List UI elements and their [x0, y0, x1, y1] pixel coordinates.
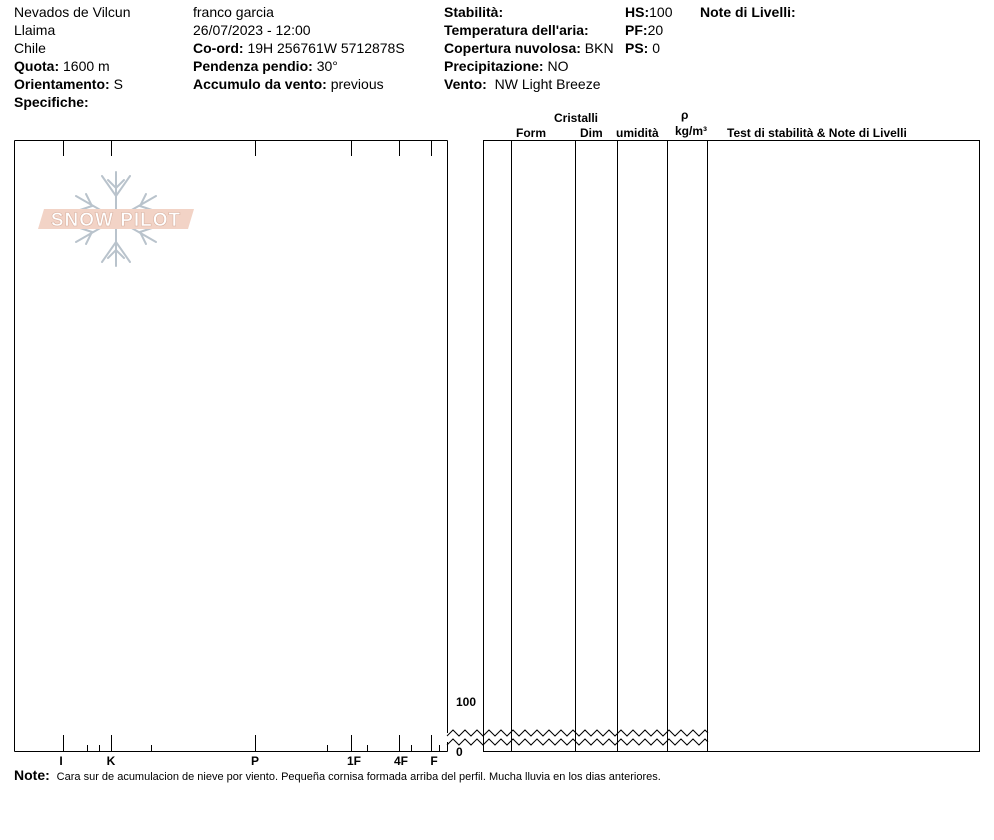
- logo-text: SNOW PILOT: [50, 210, 182, 231]
- note-label: Note:: [14, 767, 50, 783]
- ps-value: 0: [652, 40, 661, 56]
- wind-label: Vento:: [444, 76, 487, 92]
- hardness-label-f: F: [430, 754, 438, 768]
- depth-break-marks: [447, 730, 708, 745]
- observer-name: franco garcia: [193, 4, 274, 20]
- stability-label: Stabilità:: [444, 4, 504, 20]
- cloud-label: Copertura nuvolosa:: [444, 40, 581, 56]
- slope-label: Pendenza pendio:: [193, 58, 313, 74]
- observation-datetime: 26/07/2023 - 12:00: [193, 22, 311, 38]
- tests-header: Test di stabilità & Note di Livelli: [727, 126, 907, 140]
- location-name: Nevados de Vilcun: [14, 4, 131, 20]
- slope-value: 30°: [316, 58, 338, 74]
- hs-value: 100: [649, 4, 673, 20]
- pf-label: PF:: [625, 22, 648, 38]
- precip-value: NO: [547, 58, 569, 74]
- hardness-label-k: K: [106, 754, 116, 768]
- rho-header: ρ: [681, 108, 689, 122]
- depth-label-bottom: 0: [456, 745, 463, 759]
- hardness-label-p: P: [250, 754, 260, 768]
- density-unit-header: kg/m³: [675, 124, 708, 138]
- pf-value: 20: [647, 22, 664, 38]
- ps-label: PS:: [625, 40, 649, 56]
- elevation-label: Quota:: [14, 58, 60, 74]
- air-temp-label: Temperatura dell'aria:: [444, 22, 589, 38]
- cloud-value: BKN: [584, 40, 614, 56]
- hs-label: HS:: [625, 4, 650, 20]
- wind-value: NW Light Breeze: [494, 76, 601, 92]
- location-region: Llaima: [14, 22, 56, 38]
- dim-header: Dim: [580, 126, 603, 140]
- form-header: Form: [516, 126, 546, 140]
- depth-label-top: 100: [456, 695, 477, 709]
- aspect-label: Orientamento:: [14, 76, 110, 92]
- hardness-ticks-top: [64, 140, 432, 156]
- note-row: [14, 766, 661, 786]
- crystals-header: Cristalli: [554, 111, 599, 125]
- coord-value: 19H 256761W 5712878S: [247, 40, 405, 56]
- specifics-label: Specifiche:: [14, 94, 89, 110]
- location-country: Chile: [14, 40, 46, 56]
- precip-label: Precipitazione:: [444, 58, 544, 74]
- aspect-value: S: [113, 76, 123, 92]
- note-text: Cara sur de acumulacion de nieve por viento. Pequeña cornisa formada arriba del perfil. Mucha lluvia en los dias anteriores.: [56, 771, 661, 783]
- elevation-value: 1600 m: [63, 58, 110, 74]
- layer-notes-title: Note di Livelli:: [700, 4, 796, 20]
- hardness-label-i: I: [59, 754, 63, 768]
- hardness-label-1f: 1F: [346, 754, 362, 768]
- snowpilot-logo: [38, 172, 194, 266]
- moisture-header: umidità: [616, 126, 659, 140]
- hardness-ticks-bottom: [64, 735, 440, 751]
- wind-loading-value: previous: [330, 76, 384, 92]
- coord-label: Co-ord:: [193, 40, 244, 56]
- hardness-label-4f: 4F: [393, 754, 409, 768]
- wind-loading-label: Accumulo da vento:: [193, 76, 327, 92]
